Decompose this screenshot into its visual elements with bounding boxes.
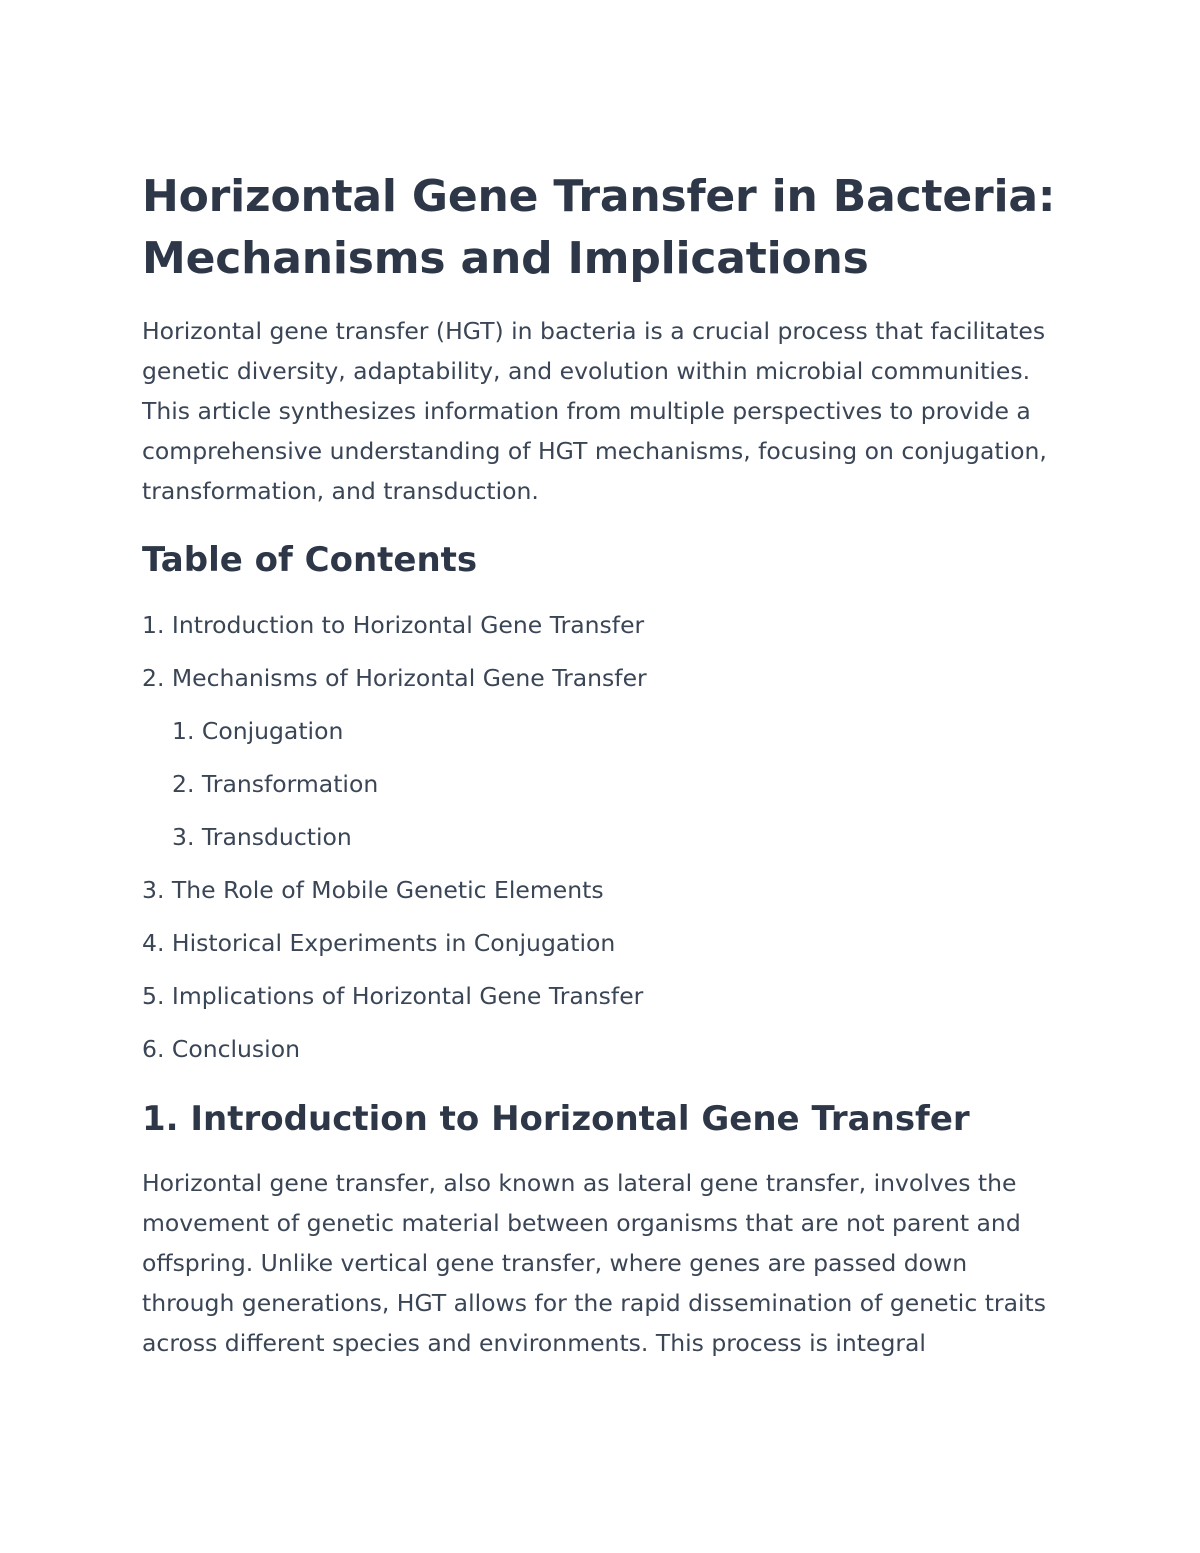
intro-paragraph: Horizontal gene transfer (HGT) in bacteria is a crucial process that facilitates genetic diversity, adaptability, and evolution within microbial communities. This article synthesizes information from multiple perspectives to provide a comprehensive understanding of HGT mechanisms, focusing on conjugation, transformation, and transduction.	[142, 317, 1047, 505]
table-of-contents	[142, 599, 1062, 1076]
document-page	[142, 166, 1062, 1363]
toc-item-conclusion: 6. Conclusion	[142, 1035, 300, 1063]
toc-item-implications: 5. Implications of Horizontal Gene Transfer	[142, 982, 644, 1010]
toc-subitem-transduction: 3. Transduction	[172, 823, 352, 851]
toc-item-historical-experiments: 4. Historical Experiments in Conjugation	[142, 929, 616, 957]
section-1-paragraph: Horizontal gene transfer, also known as lateral gene transfer, involves the movement of genetic material between organisms that are not parent and offspring. Unlike vertical gene transfer, where genes are passed down through generations, HGT allows for the rapid dissemination of genetic traits across different species and environments. This process is integral	[142, 1169, 1046, 1357]
toc-item-mechanisms: 2. Mechanisms of Horizontal Gene Transfer	[142, 664, 647, 692]
document-title-line-2: Mechanisms and Implications	[142, 233, 869, 284]
toc-subitem-transformation: 2. Transformation	[172, 770, 379, 798]
toc-subitem-conjugation: 1. Conjugation	[172, 717, 344, 745]
toc-item-introduction: 1. Introduction to Horizontal Gene Transfer	[142, 611, 645, 639]
toc-heading: Table of Contents	[142, 540, 478, 580]
toc-item-mobile-genetic-elements: 3. The Role of Mobile Genetic Elements	[142, 876, 604, 904]
document-title-line-1: Horizontal Gene Transfer in Bacteria:	[142, 171, 1056, 222]
document-title	[142, 166, 1062, 290]
section-1-heading: 1. Introduction to Horizontal Gene Transfer	[142, 1099, 970, 1139]
